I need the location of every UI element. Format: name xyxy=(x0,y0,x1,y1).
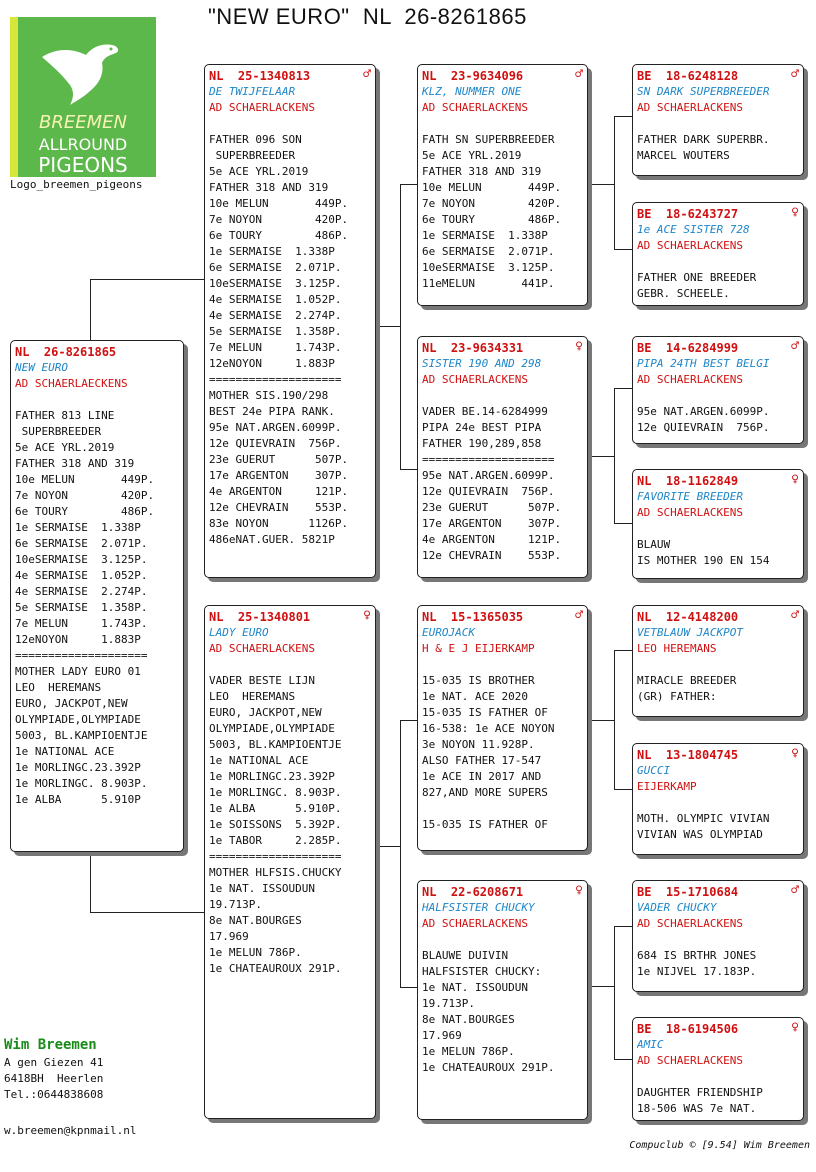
pigeon-card-mother-mother[interactable] xyxy=(417,880,588,1120)
pigeon-card-mmm[interactable] xyxy=(632,1017,804,1121)
male-icon: ♂ xyxy=(791,339,799,354)
note-line: 5003, BL.KAMPIOENTJE xyxy=(15,729,148,742)
note-line: 5e ACE YRL.2019 xyxy=(209,165,309,178)
connector xyxy=(588,184,614,185)
pigeon-name: SISTER 190 AND 298 xyxy=(422,357,542,370)
logo-caption: Logo_breemen_pigeons xyxy=(10,178,143,191)
note-line: 486eNAT.GUER. 5821P xyxy=(209,533,335,546)
note-line: 7e MELUN 1.743P. xyxy=(209,341,342,354)
note-line: 4e SERMAISE 1.052P. xyxy=(209,293,342,306)
note-line: 1e TABOR 2.285P. xyxy=(209,834,342,847)
female-icon: ♀ xyxy=(791,472,799,487)
note-line: PIPA 24e BEST PIPA xyxy=(422,421,542,434)
note-line: 1e ALBA 5.910P. xyxy=(209,802,342,815)
note-line: 10e MELUN 449P. xyxy=(209,197,349,210)
note-line: 23e GUERUT 507P. xyxy=(209,453,349,466)
note-line: ==================== xyxy=(15,649,148,662)
pedigree-notes xyxy=(637,948,799,980)
note-line: 16-538: 1e ACE NOYON xyxy=(422,722,555,735)
pigeon-card-mmf[interactable] xyxy=(632,880,804,992)
note-line: 6e SERMAISE 2.071P. xyxy=(209,261,342,274)
note-line: 7e NOYON 420P. xyxy=(209,213,349,226)
male-icon: ♂ xyxy=(575,67,583,82)
note-line: 1e NAT. ISSOUDUN xyxy=(422,981,528,994)
note-line: 23e GUERUT 507P. xyxy=(422,501,562,514)
male-icon: ♂ xyxy=(575,608,583,623)
ring-number: BE 18-6194506 xyxy=(637,1022,739,1036)
breeder-name: AD SCHAERLACKENS xyxy=(637,1054,743,1067)
note-line: 10e MELUN 449P. xyxy=(15,473,155,486)
note-line: LEO HEREMANS xyxy=(15,681,102,694)
note-line: 95e NAT.ARGEN.6099P. xyxy=(209,421,342,434)
note-line: 7e MELUN 1.743P. xyxy=(15,617,148,630)
pigeon-icon xyxy=(40,39,126,109)
breeder-name: AD SCHAERLACKENS xyxy=(637,101,743,114)
note-line: 4e SERMAISE 2.274P. xyxy=(209,309,342,322)
ring-number: BE 18-6248128 xyxy=(637,69,739,83)
note-line: 6e TOURY 486P. xyxy=(15,505,155,518)
note-line: 4e SERMAISE 2.274P. xyxy=(15,585,148,598)
connector xyxy=(400,184,418,470)
note-line: 1e CHATEAUROUX 291P. xyxy=(422,1061,555,1074)
note-line: GEBR. SCHEELE. xyxy=(637,287,730,300)
pedigree-notes xyxy=(422,948,583,1076)
note-line: SUPERBREEDER xyxy=(15,425,102,438)
note-line: FATHER 318 AND 319 xyxy=(15,457,135,470)
note-line: BLAUWE DUIVIN xyxy=(422,949,509,962)
connector xyxy=(588,720,614,721)
note-line: 5e ACE YRL.2019 xyxy=(15,441,115,454)
breeder-name: AD SCHAERLACKENS xyxy=(209,642,315,655)
breemen-logo xyxy=(10,17,156,177)
connector xyxy=(376,846,400,847)
pigeon-card-mother[interactable] xyxy=(204,605,376,1119)
pigeon-card-father[interactable] xyxy=(204,64,376,578)
note-line: 17e ARGENTON 307P. xyxy=(422,517,562,530)
breeder-name: EIJERKAMP xyxy=(637,780,697,793)
connector xyxy=(90,279,205,342)
connector xyxy=(614,926,633,1060)
pedigree-notes xyxy=(637,673,799,705)
note-line: 15-035 IS BROTHER xyxy=(422,674,535,687)
note-line: 95e NAT.ARGEN.6099P. xyxy=(637,405,770,418)
note-line: VADER BESTE LIJN xyxy=(209,674,315,687)
note-line: 1e SERMAISE 1.338P xyxy=(209,245,335,258)
note-line: 95e NAT.ARGEN.6099P. xyxy=(422,469,555,482)
note-line: 1e MORLINGC. 8.903P. xyxy=(209,786,342,799)
note-line: 1e MELUN 786P. xyxy=(422,1045,515,1058)
note-line: 1e MELUN 786P. xyxy=(209,946,302,959)
note-line: 11eMELUN 441P. xyxy=(422,277,555,290)
note-line: 1e NAT. ACE 2020 xyxy=(422,690,528,703)
pigeon-name: LADY EURO xyxy=(209,626,269,639)
note-line: BEST 24e PIPA RANK. xyxy=(209,405,335,418)
breeder-name: AD SCHAERLACKENS xyxy=(422,101,528,114)
note-line: 4e SERMAISE 1.052P. xyxy=(15,569,148,582)
note-line: 5e SERMAISE 1.358P. xyxy=(209,325,342,338)
pigeon-card-subject[interactable] xyxy=(10,340,184,852)
note-line: 12e QUIEVRAIN 756P. xyxy=(209,437,342,450)
note-line: FATHER DARK SUPERBR. xyxy=(637,133,770,146)
note-line: 1e MORLINGC.23.392P xyxy=(209,770,335,783)
note-line: 7e NOYON 420P. xyxy=(15,489,155,502)
pigeon-name: GUCCI xyxy=(637,764,671,777)
ring-number: NL 23-9634096 xyxy=(422,69,524,83)
note-line: 1e CHATEAUROUX 291P. xyxy=(209,962,342,975)
note-line: HALFSISTER CHUCKY: xyxy=(422,965,542,978)
logo-text-allround: ALLROUND xyxy=(38,135,128,154)
note-line: FATHER 813 LINE xyxy=(15,409,115,422)
note-line: 5e ACE YRL.2019 xyxy=(422,149,522,162)
ring-number: NL 26-8261865 xyxy=(15,345,117,359)
ring-number: NL 13-1804745 xyxy=(637,748,739,762)
note-line: FATHER ONE BREEDER xyxy=(637,271,757,284)
note-line: 12eNOYON 1.883P xyxy=(209,357,335,370)
note-line: 15-035 IS FATHER OF xyxy=(422,818,548,831)
breeder-name: AD SCHAERLACKENS xyxy=(637,239,743,252)
note-line: EURO, JACKPOT,NEW xyxy=(209,706,322,719)
note-line: ==================== xyxy=(209,850,342,863)
note-line: 5003, BL.KAMPIOENTJE xyxy=(209,738,342,751)
footer-credit: Compuclub © [9.54] Wim Breemen xyxy=(629,1140,810,1151)
pedigree-notes xyxy=(637,132,799,164)
owner-address-1: A gen Giezen 41 xyxy=(4,1056,104,1069)
note-line: OLYMPIADE,OLYMPIADE xyxy=(209,722,335,735)
note-line: 6e SERMAISE 2.071P. xyxy=(422,245,555,258)
note-line: 19.713P. xyxy=(209,898,262,911)
note-line: IS MOTHER 190 EN 154 xyxy=(637,554,770,567)
note-line: 1e ACE IN 2017 AND xyxy=(422,770,542,783)
note-line: VADER BE.14-6284999 xyxy=(422,405,548,418)
pigeon-card-fmm[interactable] xyxy=(632,469,804,579)
note-line: FATH SN SUPERBREEDER xyxy=(422,133,555,146)
female-icon: ♀ xyxy=(791,205,799,220)
note-line: 10eSERMAISE 3.125P. xyxy=(15,553,148,566)
note-line: ALSO FATHER 17-547 xyxy=(422,754,542,767)
note-line: 827,AND MORE SUPERS xyxy=(422,786,548,799)
note-line: 4e ARGENTON 121P. xyxy=(209,485,349,498)
note-line xyxy=(422,801,583,817)
ring-number: BE 18-6243727 xyxy=(637,207,739,221)
note-line: 6e SERMAISE 2.071P. xyxy=(15,537,148,550)
owner-address-2: 6418BH Heerlen xyxy=(4,1072,104,1085)
pigeon-card-fff[interactable] xyxy=(632,64,804,176)
ring-number: BE 14-6284999 xyxy=(637,341,739,355)
pedigree-notes xyxy=(637,811,799,843)
pedigree-notes xyxy=(209,673,371,977)
pigeon-name: HALFSISTER CHUCKY xyxy=(422,901,535,914)
female-icon: ♀ xyxy=(575,883,583,898)
note-line: 1e NIJVEL 17.183P. xyxy=(637,965,757,978)
note-line: BLAUW xyxy=(637,538,671,551)
note-line: FATHER 096 SON xyxy=(209,133,302,146)
connector xyxy=(588,986,614,987)
breeder-name: AD SCHAERLACKENS xyxy=(422,373,528,386)
pedigree-notes xyxy=(422,673,583,833)
pigeon-card-ffm[interactable] xyxy=(632,202,804,306)
pigeon-name: PIPA 24TH BEST BELGI xyxy=(637,357,770,370)
pedigree-notes xyxy=(637,270,799,302)
pigeon-name: VETBLAUW JACKPOT xyxy=(637,626,743,639)
pedigree-notes xyxy=(422,132,583,292)
female-icon: ♀ xyxy=(363,608,371,623)
logo-text-pigeons: PIGEONS xyxy=(38,153,128,177)
ring-number: NL 15-1365035 xyxy=(422,610,524,624)
note-line: MIRACLE BREEDER xyxy=(637,674,737,687)
ring-number: BE 15-1710684 xyxy=(637,885,739,899)
note-line: 1e NATIONAL ACE xyxy=(15,745,115,758)
note-line: VIVIAN WAS OLYMPIAD xyxy=(637,828,763,841)
breeder-name: AD SCHAERLACKENS xyxy=(637,506,743,519)
note-line: 1e SERMAISE 1.338P xyxy=(422,229,548,242)
ring-number: NL 18-1162849 xyxy=(637,474,739,488)
owner-name: Wim Breemen xyxy=(4,1037,97,1053)
note-line: EURO, JACKPOT,NEW xyxy=(15,697,128,710)
note-line: 10eSERMAISE 3.125P. xyxy=(209,277,342,290)
pigeon-card-fmf[interactable] xyxy=(632,336,804,444)
note-line: FATHER 318 AND 319 xyxy=(209,181,329,194)
connector xyxy=(614,388,633,524)
breeder-name: AD SCHAERLACKENS xyxy=(637,373,743,386)
owner-block xyxy=(4,1035,103,1103)
pigeon-card-mfm[interactable] xyxy=(632,743,804,855)
note-line: 1e ALBA 5.910P xyxy=(15,793,141,806)
pedigree-notes xyxy=(209,132,371,548)
note-line: 19.713P. xyxy=(422,997,475,1010)
connector xyxy=(588,456,614,457)
note-line: 5e SERMAISE 1.358P. xyxy=(15,601,148,614)
note-line: 17.969 xyxy=(422,1029,462,1042)
note-line: 6e TOURY 486P. xyxy=(422,213,562,226)
note-line: 17.969 xyxy=(209,930,249,943)
note-line: FATHER 190,289,858 xyxy=(422,437,542,450)
pigeon-name: SN DARK SUPERBREEDER xyxy=(637,85,770,98)
pigeon-name: EUROJACK xyxy=(422,626,475,639)
owner-phone: Tel.:0644838608 xyxy=(4,1088,104,1101)
female-icon: ♀ xyxy=(575,339,583,354)
note-line: 12e QUIEVRAIN 756P. xyxy=(422,485,555,498)
note-line: DAUGHTER FRIENDSHIP xyxy=(637,1086,763,1099)
pedigree-notes xyxy=(422,404,583,564)
ring-number: NL 25-1340801 xyxy=(209,610,311,624)
note-line: MOTHER HLFSIS.CHUCKY xyxy=(209,866,342,879)
pedigree-title: "NEW EURO" NL 26-8261865 xyxy=(208,4,527,29)
note-line: 1e MORLINGC.23.392P xyxy=(15,761,141,774)
logo-text-breemen: BREEMEN xyxy=(39,112,127,133)
note-line: 12e CHEVRAIN 553P. xyxy=(422,549,562,562)
note-line: OLYMPIADE,OLYMPIADE xyxy=(15,713,141,726)
pigeon-card-father-mother[interactable] xyxy=(417,336,588,578)
note-line: 12e QUIEVRAIN 756P. xyxy=(637,421,770,434)
pigeon-name: FAVORITE BREEDER xyxy=(637,490,743,503)
note-line: 83e NOYON 1126P. xyxy=(209,517,349,530)
male-icon: ♂ xyxy=(791,67,799,82)
note-line: 6e TOURY 486P. xyxy=(209,229,349,242)
note-line: 15-035 IS FATHER OF xyxy=(422,706,548,719)
note-line: 1e SOISSONS 5.392P. xyxy=(209,818,342,831)
note-line: ==================== xyxy=(422,453,555,466)
breeder-name: LEO HEREMANS xyxy=(637,642,717,655)
note-line: 10eSERMAISE 3.125P. xyxy=(422,261,555,274)
note-line: 17e ARGENTON 307P. xyxy=(209,469,349,482)
connector xyxy=(614,116,633,250)
breeder-name: AD SCHAERLACKENS xyxy=(422,917,528,930)
connector xyxy=(376,326,400,327)
pedigree-notes xyxy=(637,404,799,436)
pigeon-name: VADER CHUCKY xyxy=(637,901,717,914)
pigeon-name: NEW EURO xyxy=(15,361,68,374)
female-icon: ♀ xyxy=(791,1020,799,1035)
note-line: SUPERBREEDER xyxy=(209,149,296,162)
pigeon-name: 1e ACE SISTER 728 xyxy=(637,223,750,236)
ring-number: NL 23-9634331 xyxy=(422,341,524,355)
note-line: MOTHER LADY EURO 01 xyxy=(15,665,141,678)
pigeon-name: DE TWIJFELAAR xyxy=(209,85,296,98)
note-line: 1e SERMAISE 1.338P xyxy=(15,521,141,534)
note-line: FATHER 318 AND 319 xyxy=(422,165,542,178)
connector xyxy=(614,650,633,790)
male-icon: ♂ xyxy=(791,608,799,623)
note-line: (GR) FATHER: xyxy=(637,690,717,703)
note-line: LEO HEREMANS xyxy=(209,690,296,703)
owner-email[interactable]: w.breemen@kpnmail.nl xyxy=(4,1124,137,1137)
note-line: MOTH. OLYMPIC VIVIAN xyxy=(637,812,770,825)
note-line: 1e NATIONAL ACE xyxy=(209,754,309,767)
pedigree-notes xyxy=(637,1085,799,1117)
note-line: 4e ARGENTON 121P. xyxy=(422,533,562,546)
pigeon-card-mother-father[interactable] xyxy=(417,605,588,851)
note-line: 18-506 WAS 7e NAT. xyxy=(637,1102,757,1115)
note-line: ==================== xyxy=(209,373,342,386)
pedigree-notes xyxy=(637,537,799,569)
note-line: 12e CHEVRAIN 553P. xyxy=(209,501,349,514)
breeder-name: AD SCHAERLACKENS xyxy=(209,101,315,114)
note-line: 1e MORLINGC. 8.903P. xyxy=(15,777,148,790)
breeder-name: AD SCHAERLAECKENS xyxy=(15,377,128,390)
pedigree-notes xyxy=(15,408,179,808)
pigeon-card-mff[interactable] xyxy=(632,605,804,717)
ring-number: NL 25-1340813 xyxy=(209,69,311,83)
male-icon: ♂ xyxy=(791,883,799,898)
note-line: 8e NAT.BOURGES xyxy=(209,914,302,927)
pigeon-name: AMIC xyxy=(637,1038,664,1051)
ring-number: NL 22-6208671 xyxy=(422,885,524,899)
ring-number: NL 12-4148200 xyxy=(637,610,739,624)
note-line: 3e NOYON 11.928P. xyxy=(422,738,535,751)
note-line: 684 IS BRTHR JONES xyxy=(637,949,757,962)
male-icon: ♂ xyxy=(363,67,371,82)
pigeon-card-father-father[interactable] xyxy=(417,64,588,306)
breeder-name: AD SCHAERLACKENS xyxy=(637,917,743,930)
note-line: 12eNOYON 1.883P xyxy=(15,633,141,646)
female-icon: ♀ xyxy=(791,746,799,761)
connector xyxy=(400,720,418,988)
note-line: 10e MELUN 449P. xyxy=(422,181,562,194)
note-line: 1e NAT. ISSOUDUN xyxy=(209,882,315,895)
pigeon-name: KLZ, NUMMER ONE xyxy=(422,85,522,98)
note-line: MARCEL WOUTERS xyxy=(637,149,730,162)
note-line: 8e NAT.BOURGES xyxy=(422,1013,515,1026)
note-line: 7e NOYON 420P. xyxy=(422,197,562,210)
breeder-name: H & E J EIJERKAMP xyxy=(422,642,535,655)
connector xyxy=(90,852,205,913)
note-line: MOTHER SIS.190/298 xyxy=(209,389,329,402)
